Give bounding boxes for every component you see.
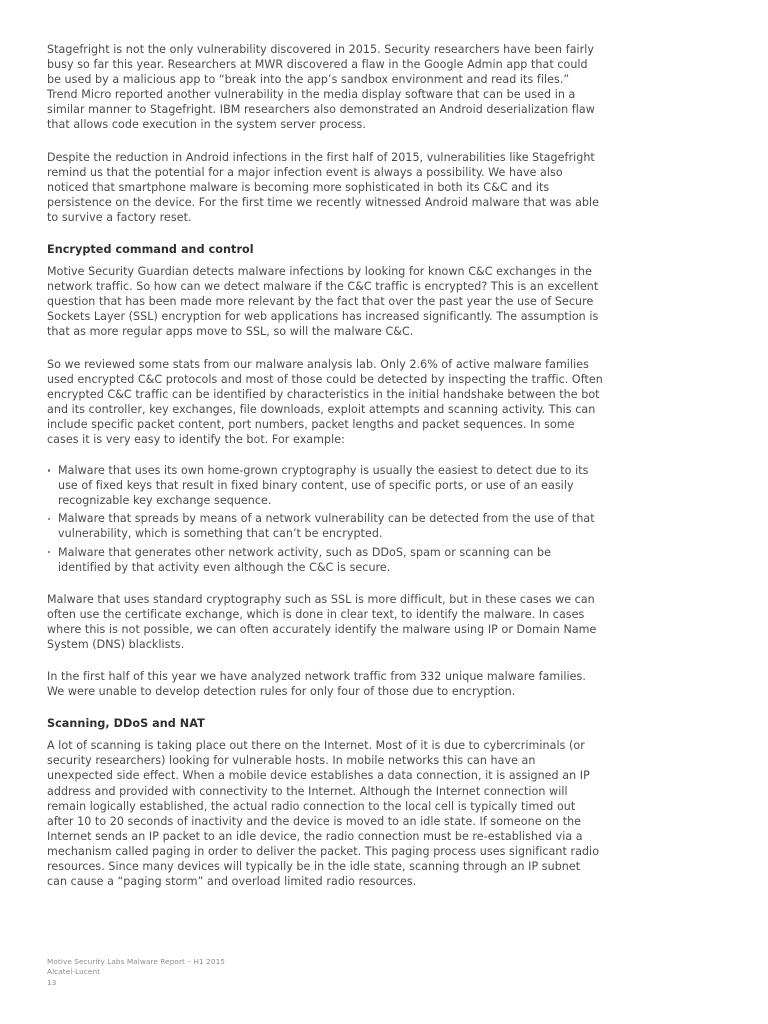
paragraph-malware-lab-stats: So we reviewed some stats from our malware analysis lab. Only 2.6% of active malware families used encrypted C&C protocols and most of those could be detected by inspecting the traffic. Often encrypted C&C traffic can be identified by characteristics in the initial handshake between the bot and its controller, key exchanges, file downloads, exploit attempts and scanning activity. This can include specific packet content, port numbers, packet lengths and packet sequences. In some cases it is very easy to identify the bot. For example: bbox=[47, 357, 603, 446]
list-item bbox=[47, 545, 603, 575]
list-item-text: Malware that spreads by means of a network vulnerability can be detected from the use of that vulnerability, which is something that can’t be encrypted. bbox=[58, 512, 595, 541]
footer-company-name: Alcatel-Lucent bbox=[47, 967, 101, 977]
list-item bbox=[47, 511, 603, 541]
list-item-text: Malware that generates other network activity, such as DDoS, spam or scanning can be identified by that activity even although the C&C is secure. bbox=[58, 545, 551, 574]
list-item-text: Malware that uses its own home-grown cryptography is usually the easiest to detect due to its use of fixed keys that result in fixed binary content, use of specific ports, or use of an easily recognizable key exchange sequence. bbox=[58, 464, 589, 508]
bullet-dot-icon bbox=[48, 518, 50, 520]
bullet-dot-icon bbox=[48, 469, 50, 471]
paragraph-standard-cryptography-ssl: Malware that uses standard cryptography such as SSL is more difficult, but in these cases we can often use the certificate exchange, which is done in clear text, to identify the malware. In cases where this is not possible, we can often accurately identify the malware using IP or Domain Name System (DNS) blacklists. bbox=[47, 592, 597, 651]
list-item bbox=[47, 463, 603, 508]
document-body bbox=[47, 42, 603, 906]
page-footer bbox=[47, 957, 447, 988]
bullet-dot-icon bbox=[48, 551, 50, 553]
paragraph-motive-security-guardian: Motive Security Guardian detects malware infections by looking for known C&C exchanges in the network traffic. So how can we detect malware if the C&C traffic is encrypted? This is an excellent question that has been made more relevant by the fact that over the past year the use of Secure Sockets Layer (SSL) encryption for web applications has increased significantly. The assumption is that as more regular apps move to SSL, so will the malware C&C. bbox=[47, 265, 599, 339]
bullet-list-bot-identification bbox=[47, 463, 603, 575]
heading-encrypted-command-and-control: Encrypted command and control bbox=[47, 243, 254, 257]
paragraph-scanning-paging-storm: A lot of scanning is taking place out there on the Internet. Most of it is due to cybercriminals (or security researchers) looking for vulnerable hosts. In mobile networks this can have an unexpected side effect. When a mobile device establishes a data connection, it is assigned an IP address and provided with connectivity to the Internet. Although the Internet connection will remain logically established, the actual radio connection to the local cell is typically timed out after 10 to 20 seconds of inactivity and the device is moved to an idle state. If someone on the Internet sends an IP packet to an idle device, the radio connection must be re-established via a mechanism called paging in order to deliver the packet. This paging process uses significant radio resources. Since many devices will typically be in the idle state, scanning through an IP subnet can cause a “paging storm” and overload limited radio resources. bbox=[47, 739, 600, 889]
paragraph-android-infection-reduction: Despite the reduction in Android infections in the first half of 2015, vulnerabilities like Stagefright remind us that the potential for a major infection event is always a possibility. We have also noticed that smartphone malware is becoming more sophisticated in both its C&C and its persistence on the device. For the first time we recently witnessed Android malware that was able to survive a factory reset. bbox=[47, 150, 600, 224]
paragraph-stagefright-vulnerabilities: Stagefright is not the only vulnerability discovered in 2015. Security researchers have been fairly busy so far this year. Researchers at MWR discovered a flaw in the Google Admin app that could be used by a malicious app to “break into the app’s sandbox environment and read its files.” Trend Micro reported another vulnerability in the media display software that can be used in a similar manner to Stagefright. IBM researchers also demonstrated an Android deserialization flaw that allows code execution in the system server process. bbox=[47, 43, 595, 132]
footer-page-number: 13 bbox=[47, 977, 57, 987]
footer-report-title: Motive Security Labs Malware Report – H1 2015 bbox=[47, 957, 226, 966]
heading-scanning-ddos-and-nat: Scanning, DDoS and NAT bbox=[47, 717, 205, 731]
paragraph-unique-malware-families: In the first half of this year we have analyzed network traffic from 332 unique malware families. We were unable to develop detection rules for only four of those due to encryption. bbox=[47, 670, 586, 699]
